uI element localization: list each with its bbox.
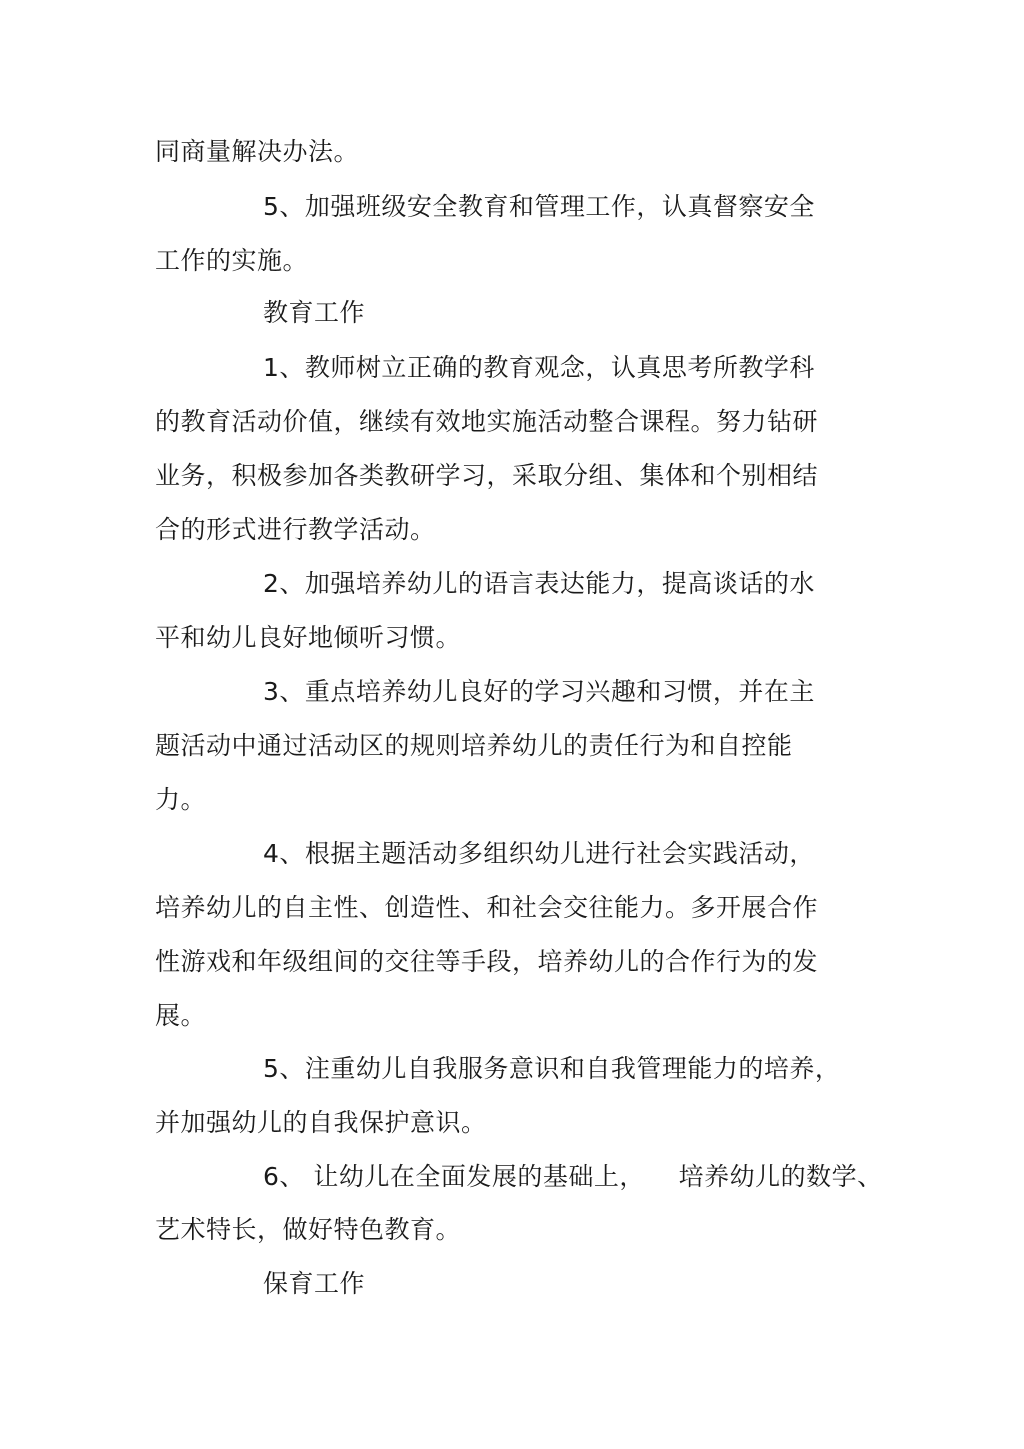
text-line: 题活动中通过活动区的规则培养幼儿的责任行为和自控能 xyxy=(155,731,793,760)
text-line: 业务，积极参加各类教研学习，采取分组、集体和个别相结 xyxy=(155,461,819,490)
section-heading: 保育工作 xyxy=(263,1269,366,1298)
text-line: 5、注重幼儿自我服务意识和自我管理能力的培养， xyxy=(263,1054,841,1083)
text-line: 同商量解决办法。 xyxy=(155,137,360,166)
text-line: 合的形式进行教学活动。 xyxy=(155,515,436,544)
text-line: 的教育活动价值，继续有效地实施活动整合课程。努力钻研 xyxy=(155,407,819,436)
text-line: 并加强幼儿的自我保护意识。 xyxy=(155,1108,487,1137)
text-line: 性游戏和年级组间的交往等手段，培养幼儿的合作行为的发 xyxy=(155,947,819,976)
text-line: 力。 xyxy=(155,785,207,814)
text-line: 培养幼儿的自主性、创造性、和社会交往能力。多开展合作 xyxy=(155,893,819,922)
section-heading: 教育工作 xyxy=(263,298,366,327)
text-line: 3、重点培养幼儿良好的学习兴趣和习惯，并在主 xyxy=(263,677,815,706)
text-line: 工作的实施。 xyxy=(155,246,309,275)
text-line: 4、根据主题活动多组织幼儿进行社会实践活动， xyxy=(263,839,815,868)
text-line: 平和幼儿良好地倾听习惯。 xyxy=(155,623,462,652)
text-line: 艺术特长，做好特色教育。 xyxy=(155,1215,462,1244)
text-line: 1、教师树立正确的教育观念，认真思考所教学科 xyxy=(263,353,815,382)
text-line: 2、加强培养幼儿的语言表达能力，提高谈话的水 xyxy=(263,569,815,598)
text-line: 6、 让幼儿在全面发展的基础上， 培养幼儿的数学、 xyxy=(263,1162,883,1191)
text-line: 展。 xyxy=(155,1001,207,1030)
text-line: 5、加强班级安全教育和管理工作，认真督察安全 xyxy=(263,192,815,221)
